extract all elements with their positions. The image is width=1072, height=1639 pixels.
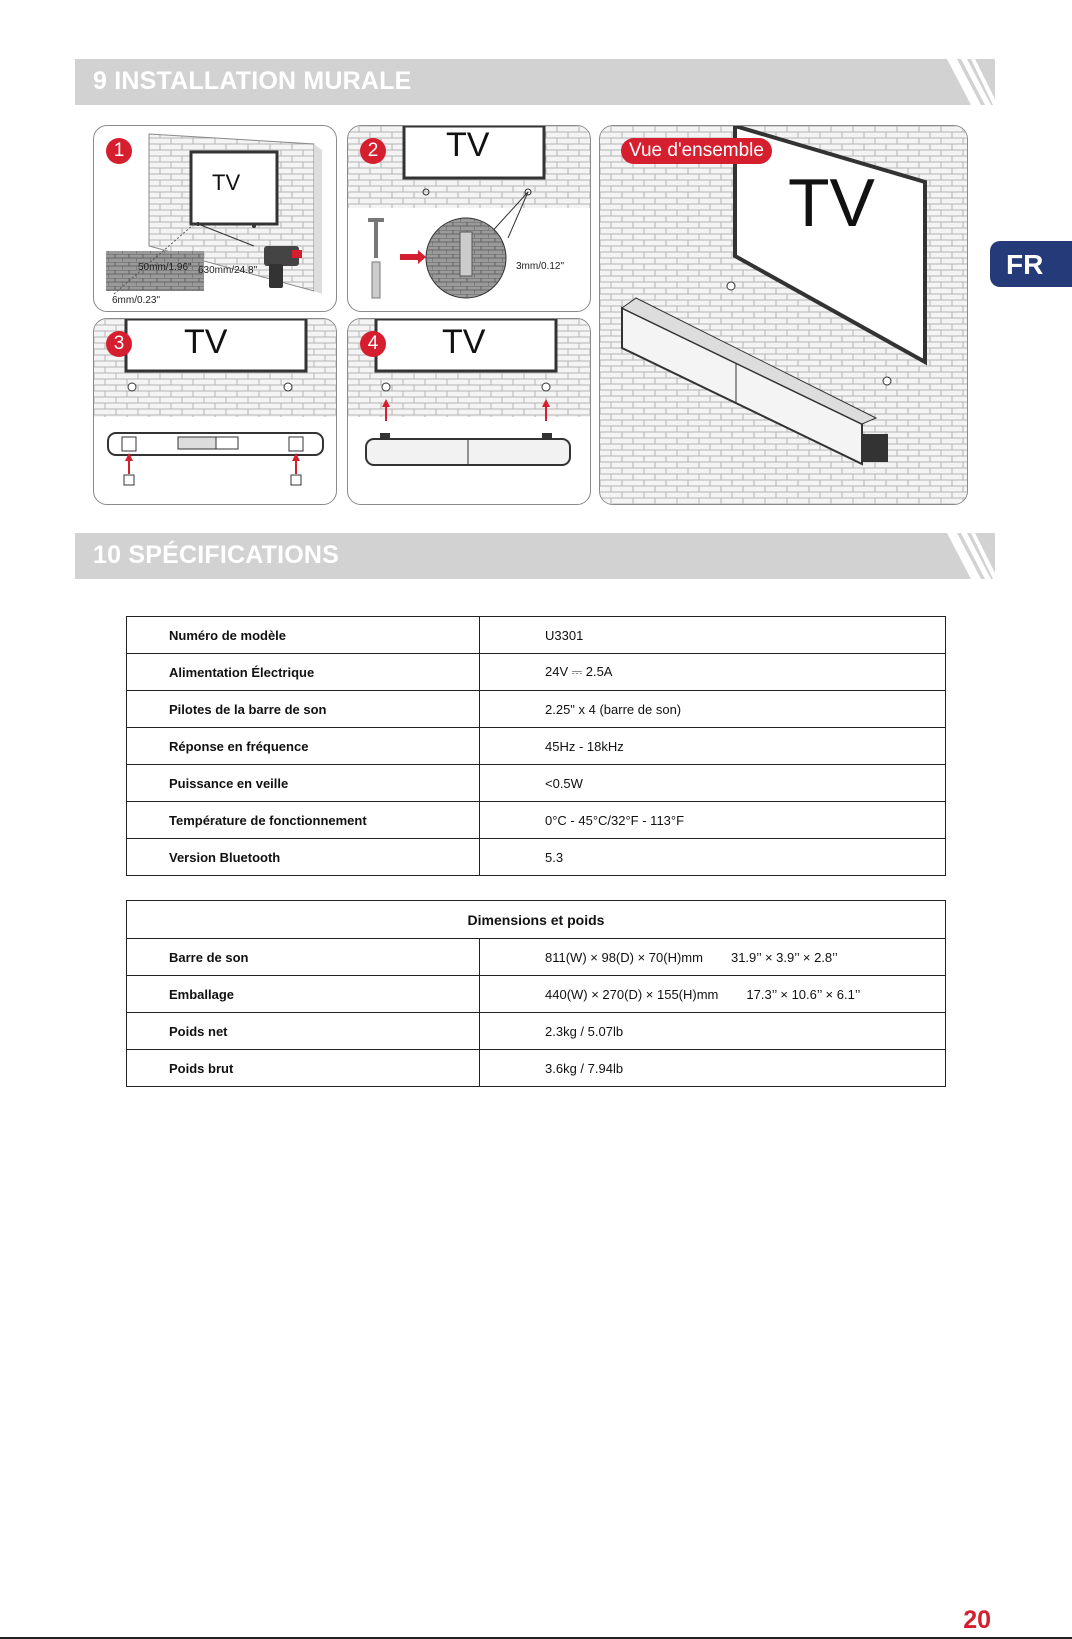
dimension-label: Emballage xyxy=(127,976,480,1013)
spec-label: Réponse en fréquence xyxy=(127,728,480,765)
step-panel-4 xyxy=(347,318,591,505)
spec-value: U3301 xyxy=(480,617,946,654)
table-row xyxy=(127,939,946,976)
spec-label: Version Bluetooth xyxy=(127,839,480,876)
step-panel-2 xyxy=(347,125,591,312)
spec-label: Alimentation Électrique xyxy=(127,654,480,691)
dimension-label: Poids brut xyxy=(127,1050,480,1087)
spec-value: <0.5W xyxy=(480,765,946,802)
table-row xyxy=(127,976,946,1013)
dimension-label: Barre de son xyxy=(127,939,480,976)
specifications-table xyxy=(126,616,946,876)
spec-value: 2.25" x 4 (barre de son) xyxy=(480,691,946,728)
language-tab xyxy=(990,241,1072,287)
measurement-drill: 6mm/0.23" xyxy=(112,295,161,306)
spec-value: 0°C - 45°C/32°F - 113°F xyxy=(480,802,946,839)
section-header-specs xyxy=(75,533,995,579)
spec-label: Numéro de modèle xyxy=(127,617,480,654)
spec-value: 5.3 xyxy=(480,839,946,876)
step-panel-1 xyxy=(93,125,337,312)
step-number: 1 xyxy=(106,138,132,164)
table-row xyxy=(127,802,946,839)
dimension-metric: 811(W) × 98(D) × 70(H)mm xyxy=(545,949,703,965)
table-row xyxy=(127,1050,946,1087)
dimension-imperial: 31.9’’ × 3.9’’ × 2.8’’ xyxy=(730,949,838,965)
language-label: FR xyxy=(1006,249,1044,280)
table-row xyxy=(127,765,946,802)
table-row xyxy=(127,654,946,691)
table-header-row xyxy=(127,901,946,939)
spec-label: Température de fonctionnement xyxy=(127,802,480,839)
tv-label: TV xyxy=(212,170,241,195)
table-row xyxy=(127,617,946,654)
measurement-height: 50mm/1.96" xyxy=(138,262,192,273)
section-header-installation xyxy=(75,59,995,105)
dimension-metric: 3.6kg / 7.94lb xyxy=(545,1060,624,1076)
tv-label: TV xyxy=(788,165,875,241)
measurement-width: 630mm/24.8" xyxy=(198,265,258,276)
dimension-imperial: 17.3’’ × 10.6’’ × 6.1’’ xyxy=(746,986,861,1002)
dimension-label: Poids net xyxy=(127,1013,480,1050)
measurement-depth: 3mm/0.12" xyxy=(516,261,565,272)
tv-label: TV xyxy=(442,323,486,361)
slash-decoration-icon xyxy=(947,533,995,579)
dimension-metric: 440(W) × 270(D) × 155(H)mm xyxy=(545,986,719,1002)
table-row xyxy=(127,839,946,876)
overview-illustration xyxy=(600,126,967,504)
section-title: 10 SPÉCIFICATIONS xyxy=(93,541,340,569)
step-number: 4 xyxy=(360,331,386,357)
section-title: 9 INSTALLATION MURALE xyxy=(93,67,412,95)
step-number: 3 xyxy=(106,331,132,357)
spec-value: 45Hz - 18kHz xyxy=(480,728,946,765)
dimensions-header: Dimensions et poids xyxy=(127,901,946,939)
dimensions-table xyxy=(126,900,946,1087)
spec-label: Pilotes de la barre de son xyxy=(127,691,480,728)
overview-panel xyxy=(599,125,968,505)
overview-badge: Vue d'ensemble xyxy=(621,138,772,164)
page-number: 20 xyxy=(963,1606,991,1634)
table-row xyxy=(127,728,946,765)
tv-label: TV xyxy=(446,126,490,164)
spec-value: 24V ⎓ 2.5A xyxy=(480,654,946,691)
tv-label: TV xyxy=(184,323,228,361)
table-row xyxy=(127,691,946,728)
step-panel-3 xyxy=(93,318,337,505)
table-row xyxy=(127,1013,946,1050)
slash-decoration-icon xyxy=(947,59,995,105)
spec-label: Puissance en veille xyxy=(127,765,480,802)
dimension-metric: 2.3kg / 5.07lb xyxy=(545,1023,624,1039)
step-number: 2 xyxy=(360,138,386,164)
